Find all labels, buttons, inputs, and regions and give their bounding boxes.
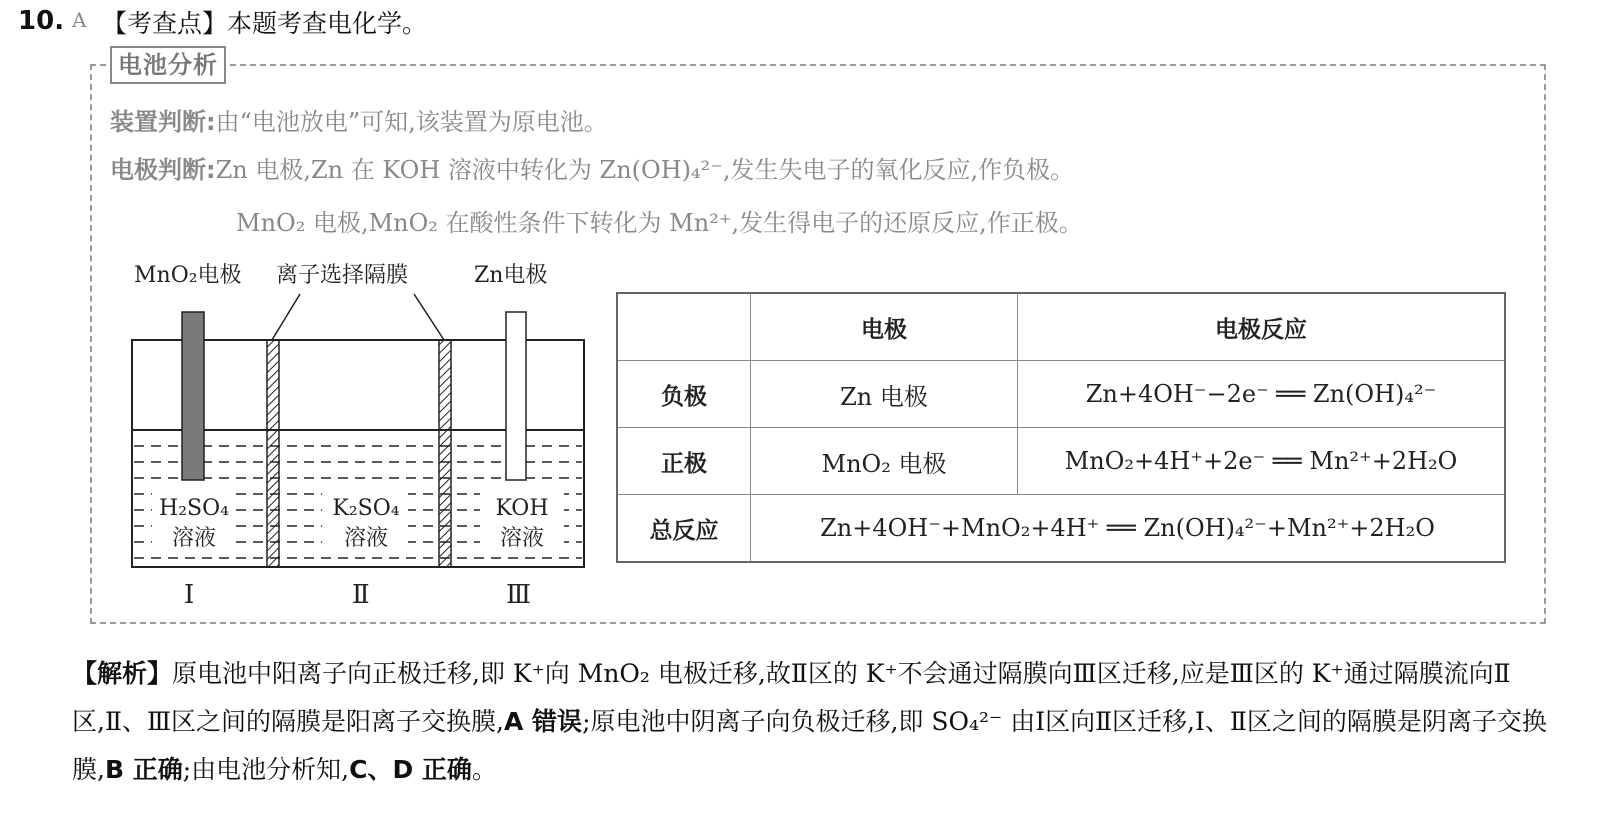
cell-2-solute: K₂SO₄ — [332, 496, 400, 521]
analysis-paragraph — [72, 650, 1572, 794]
cell-2-label — [322, 494, 410, 554]
device-judgement — [110, 102, 608, 137]
table-row — [617, 428, 1505, 495]
electrode-line-2: MnO₂ 电极,MnO₂ 在酸性条件下转化为 Mn²⁺,发生得电子的还原反应,作正极。 — [236, 209, 1083, 237]
cell-3-solute: KOH — [495, 496, 549, 521]
row-name-total: 总反应 — [617, 495, 751, 563]
question-answer: A — [72, 8, 87, 32]
membrane-right — [439, 340, 451, 567]
analysis-cd-right: C、D 正确 — [349, 755, 472, 784]
cell-3-solution: 溶液 — [499, 526, 544, 551]
electrode-judgement-label: 电极判断: — [110, 156, 216, 184]
analysis-text-3: ;由电池分析知, — [182, 755, 350, 784]
membrane-pointer-left — [272, 294, 300, 340]
region-3-label: Ⅲ — [506, 580, 532, 610]
cell-1-solute: H₂SO₄ — [159, 496, 229, 521]
region-2-label: Ⅱ — [352, 580, 370, 610]
mno2-electrode-label: MnO₂电极 — [134, 263, 242, 288]
row-name-positive: 正极 — [617, 428, 751, 495]
row-reaction-total: Zn+4OH⁻+MnO₂+4H⁺ ══ Zn(OH)₄²⁻+Mn²⁺+2H₂O — [751, 495, 1506, 563]
membrane-left — [267, 340, 279, 567]
row-reaction-negative: Zn+4OH⁻−2e⁻ ══ Zn(OH)₄²⁻ — [1018, 361, 1506, 428]
table-header-empty — [617, 293, 751, 361]
table-header-reaction: 电极反应 — [1018, 293, 1506, 361]
device-judgement-label: 装置判断: — [110, 108, 216, 136]
battery-analysis-tag: 电池分析 — [110, 46, 226, 84]
analysis-label: 【解析】 — [72, 659, 173, 688]
table-header-electrode: 电极 — [751, 293, 1018, 361]
row-electrode-positive: MnO₂ 电极 — [751, 428, 1018, 495]
membrane-pointer-right — [414, 294, 444, 340]
membrane-label: 离子选择隔膜 — [276, 263, 409, 288]
zn-electrode — [506, 312, 526, 480]
analysis-text-1: 原电池中阳离子向正极迁移,即 K⁺向 MnO₂ 电极迁移,故Ⅱ区的 K⁺不会通过隔膜向Ⅲ区迁移,应是Ⅲ区的 K⁺通过隔膜流向Ⅱ区,Ⅱ、Ⅲ区之间的隔膜是阳离子交换膜, — [72, 659, 1511, 736]
cell-3-label — [478, 494, 566, 554]
row-reaction-positive: MnO₂+4H⁺+2e⁻ ══ Mn²⁺+2H₂O — [1018, 428, 1506, 495]
analysis-b-right: B 正确 — [104, 755, 183, 784]
question-number: 10. — [18, 6, 65, 36]
cell-2-solution: 溶液 — [343, 526, 388, 551]
analysis-end: 。 — [471, 755, 497, 784]
analysis-a-wrong: A 错误 — [504, 707, 583, 736]
electrode-reaction-table — [616, 292, 1506, 563]
mno2-electrode — [182, 312, 204, 480]
row-name-negative: 负极 — [617, 361, 751, 428]
device-judgement-text: 由“电池放电”可知,该装置为原电池。 — [215, 108, 608, 136]
table-row — [617, 495, 1505, 563]
row-electrode-negative: Zn 电极 — [751, 361, 1018, 428]
cell-1-solution: 溶液 — [171, 526, 216, 551]
analysis-text-2: ;原电池中阴离子向负极迁移,即 SO₄²⁻ 由Ⅰ区向Ⅱ区迁移,Ⅰ、Ⅱ区之间的隔膜是阴离子交换膜, — [72, 707, 1547, 784]
question-header: 【考查点】本题考查电化学。 — [102, 9, 428, 38]
electrode-line-1: Zn 电极,Zn 在 KOH 溶液中转化为 Zn(OH)₄²⁻,发生失电子的氧化反应,作负极。 — [215, 156, 1075, 184]
table-row — [617, 361, 1505, 428]
zn-electrode-label: Zn电极 — [474, 263, 548, 288]
electrode-judgement — [110, 150, 1074, 185]
region-1-label: Ⅰ — [184, 580, 195, 610]
table-header-row — [617, 293, 1505, 361]
cell-1-label — [150, 494, 238, 554]
